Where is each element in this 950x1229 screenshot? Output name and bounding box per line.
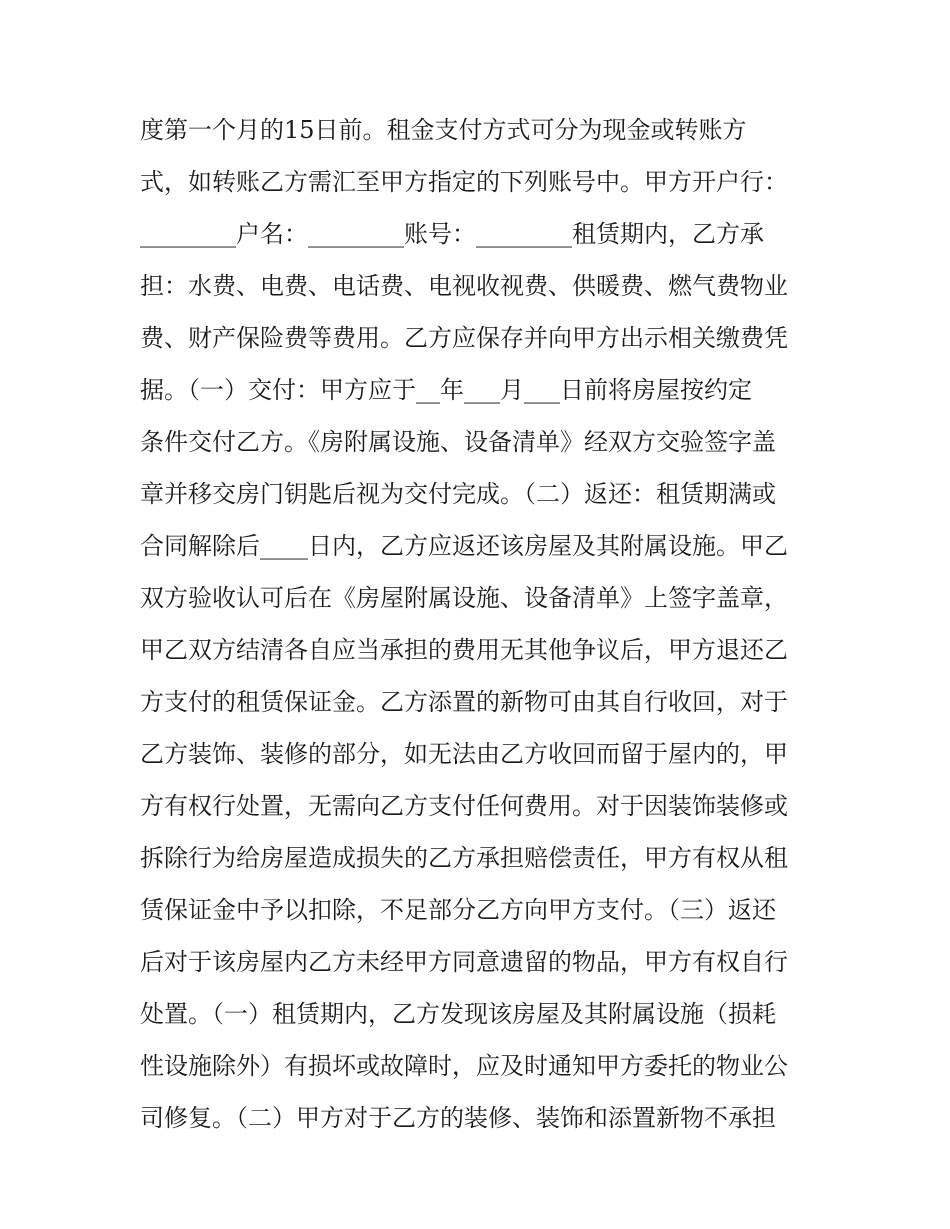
text-line: 章并移交房门钥匙后视为交付完成。（二）返还：租赁期满或: [140, 480, 776, 508]
text-line: 赁保证金中予以扣除，不足部分乙方向甲方支付。（三）返还: [140, 896, 776, 924]
text-line: 双方验收认可后在《房屋附属设施、设备清单》上签字盖章，: [140, 584, 788, 612]
text-line: 费、财产保险费等费用。乙方应保存并向甲方出示相关缴费凭: [140, 324, 788, 352]
text-line: ________户名：________账号：________租赁期内，乙方承: [140, 220, 764, 248]
text-line: 司修复。（二）甲方对于乙方的装修、装饰和添置新物不承担: [140, 1104, 776, 1132]
text-line: 拆除行为给房屋造成损失的乙方承担赔偿责任，甲方有权从租: [140, 844, 788, 872]
text-line: 后对于该房屋内乙方未经甲方同意遗留的物品，甲方有权自行: [140, 948, 788, 976]
text-line: 据。（一）交付：甲方应于__年___月___日前将房屋按约定: [140, 376, 752, 404]
text-line: 式，如转账乙方需汇至甲方指定的下列账号中。甲方开户行：: [140, 168, 788, 196]
text-line: 担：水费、电费、电话费、电视收视费、供暖费、燃气费物业: [140, 272, 788, 300]
text-line: 方有权行处置，无需向乙方支付任何费用。对于因装饰装修或: [140, 792, 788, 820]
text-line: 甲乙双方结清各自应当承担的费用无其他争议后，甲方退还乙: [140, 636, 788, 664]
text-line: 乙方装饰、装修的部分，如无法由乙方收回而留于屋内的，甲: [140, 740, 788, 768]
contract-text: [140, 108, 820, 1148]
text-line: 性设施除外）有损坏或故障时，应及时通知甲方委托的物业公: [140, 1052, 788, 1080]
text-line: 条件交付乙方。《房附属设施、设备清单》经双方交验签字盖: [140, 428, 776, 456]
text-line: 处置。（一）租赁期内，乙方发现该房屋及其附属设施（损耗: [140, 1000, 776, 1028]
text-line: 方支付的租赁保证金。乙方添置的新物可由其自行收回，对于: [140, 688, 788, 716]
text-line: 合同解除后____日内，乙方应返还该房屋及其附属设施。甲乙: [140, 532, 788, 560]
text-line: 度第一个月的15日前。租金支付方式可分为现金或转账方: [140, 116, 747, 144]
